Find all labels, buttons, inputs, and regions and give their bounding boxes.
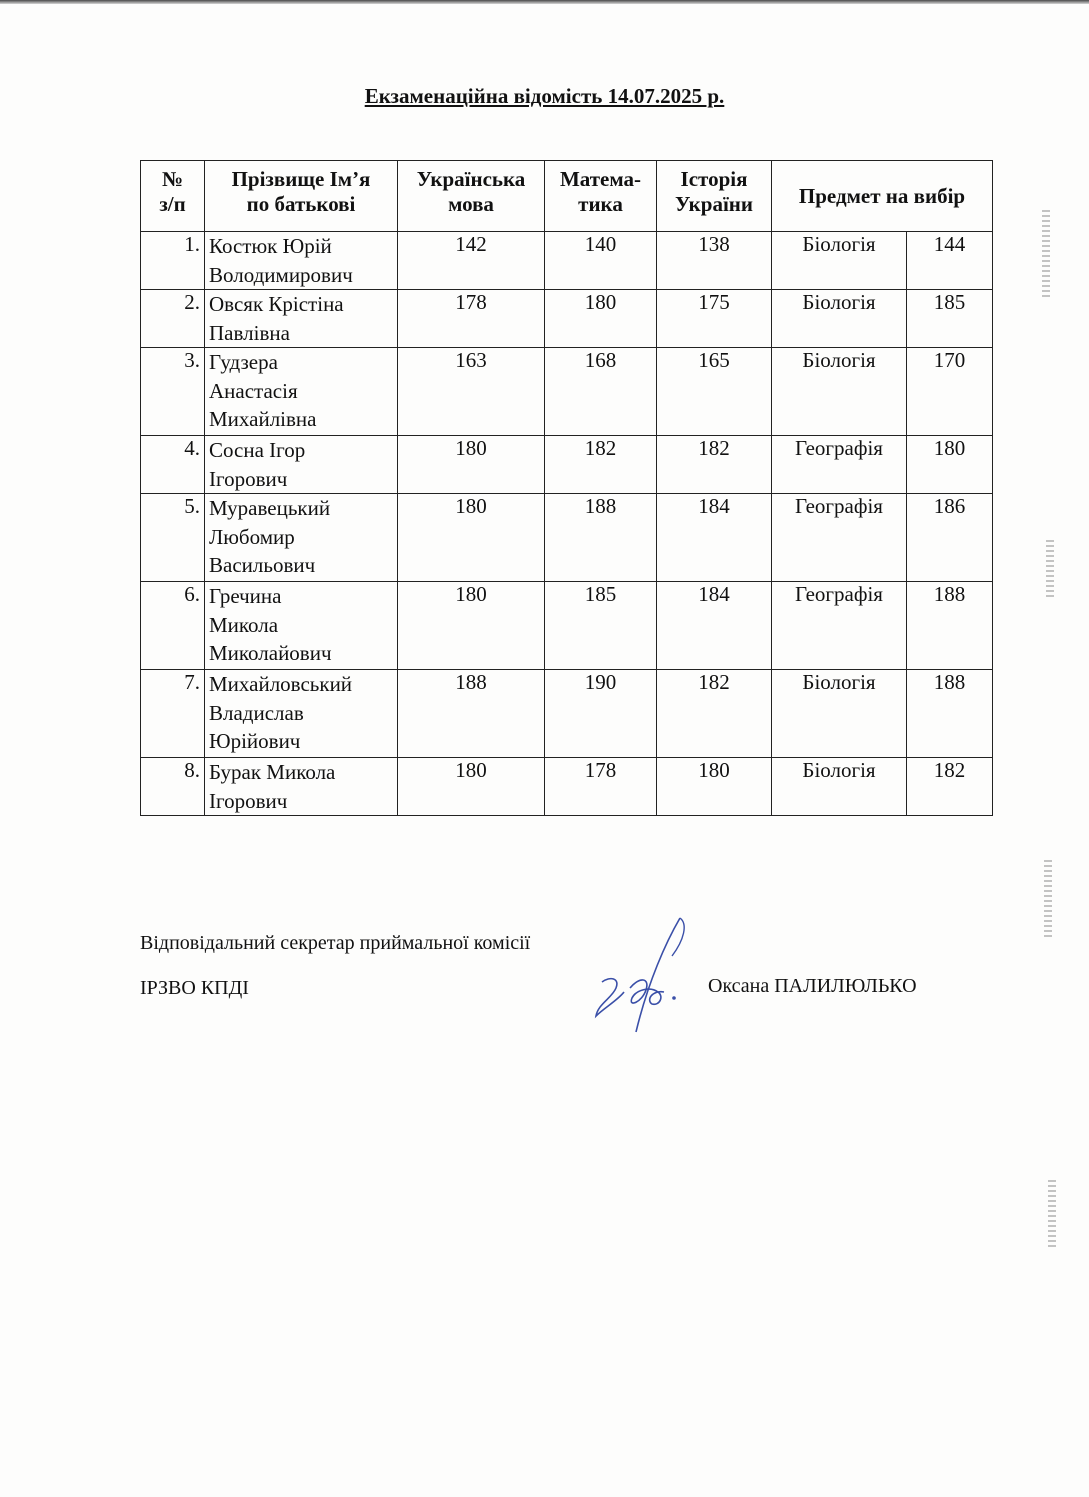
elective-score: 185	[907, 290, 993, 348]
table-row	[141, 494, 993, 582]
secretary-title: Відповідальний секретар приймальної комісії	[140, 932, 531, 954]
row-number: 3.	[141, 348, 205, 436]
student-name-line: Костюк Юрій	[209, 234, 332, 258]
math-score: 182	[545, 436, 657, 494]
header-name-line1: Прізвище Ім’я	[231, 167, 371, 191]
student-name-line: Сосна Ігор	[209, 438, 306, 462]
row-number: 5.	[141, 494, 205, 582]
ukrainian-score: 180	[398, 582, 545, 670]
signature-icon	[588, 912, 698, 1037]
student-name-line: Володимирович	[209, 262, 353, 287]
scan-artifact	[1044, 860, 1052, 940]
ukrainian-score: 178	[398, 290, 545, 348]
student-name-line: Овсяк Крістіна	[209, 292, 344, 316]
document-title: Екзаменаційна відомість 14.07.2025 р.	[364, 84, 725, 108]
history-score: 138	[657, 232, 772, 290]
table-header-row	[141, 161, 993, 232]
history-score: 182	[657, 670, 772, 758]
signer-name: Оксана ПАЛИЛЮЛЬКО	[708, 975, 917, 997]
elective-score: 186	[907, 494, 993, 582]
elective-score: 182	[907, 758, 993, 816]
elective-subject: Географія	[772, 436, 907, 494]
row-number: 7.	[141, 670, 205, 758]
student-name	[205, 436, 398, 494]
student-name	[205, 670, 398, 758]
row-number: 2.	[141, 290, 205, 348]
row-number: 1.	[141, 232, 205, 290]
header-elective: Предмет на вибір	[772, 161, 993, 232]
ukrainian-score: 180	[398, 494, 545, 582]
header-ukrainian-line2: мова	[448, 192, 494, 216]
history-score: 165	[657, 348, 772, 436]
header-history	[657, 161, 772, 232]
elective-score: 144	[907, 232, 993, 290]
student-name-line: Павлівна	[209, 320, 290, 345]
student-name-line: Гречина	[209, 584, 282, 608]
history-score: 184	[657, 582, 772, 670]
elective-score: 180	[907, 436, 993, 494]
math-score: 188	[545, 494, 657, 582]
ukrainian-score: 163	[398, 348, 545, 436]
table-body	[141, 232, 993, 816]
table-row	[141, 290, 993, 348]
math-score: 180	[545, 290, 657, 348]
student-name-line: Юрійович	[209, 729, 301, 753]
elective-score: 170	[907, 348, 993, 436]
student-name	[205, 758, 398, 816]
student-name	[205, 348, 398, 436]
math-score: 140	[545, 232, 657, 290]
elective-subject: Біологія	[772, 348, 907, 436]
student-name-line: Владислав	[209, 700, 304, 725]
header-number-line2: з/п	[159, 192, 186, 216]
elective-subject: Біологія	[772, 290, 907, 348]
elective-score: 188	[907, 582, 993, 670]
exam-results-table	[140, 160, 993, 816]
student-name-line: Муравецький	[209, 496, 331, 520]
header-ukrainian-line1: Українська	[416, 167, 526, 191]
header-math-line1: Матема-	[559, 167, 642, 191]
history-score: 184	[657, 494, 772, 582]
row-number: 4.	[141, 436, 205, 494]
table-row	[141, 758, 993, 816]
math-score: 190	[545, 670, 657, 758]
math-score: 185	[545, 582, 657, 670]
ukrainian-score: 180	[398, 758, 545, 816]
history-score: 175	[657, 290, 772, 348]
student-name-line: Михайловський	[209, 672, 353, 696]
scan-artifact	[1048, 1180, 1056, 1250]
header-name	[205, 161, 398, 232]
ukrainian-score: 188	[398, 670, 545, 758]
elective-subject: Біологія	[772, 758, 907, 816]
header-number	[141, 161, 205, 232]
table-row	[141, 348, 993, 436]
elective-subject: Географія	[772, 494, 907, 582]
student-name	[205, 582, 398, 670]
student-name-line: Бурак Микола	[209, 760, 336, 784]
student-name	[205, 232, 398, 290]
student-name-line: Ігорович	[209, 788, 288, 813]
student-name	[205, 494, 398, 582]
student-name-line: Ігорович	[209, 466, 288, 491]
elective-subject: Біологія	[772, 670, 907, 758]
ukrainian-score: 180	[398, 436, 545, 494]
table-row	[141, 582, 993, 670]
row-number: 6.	[141, 582, 205, 670]
student-name-line: Микола	[209, 612, 279, 637]
header-history-line2: України	[674, 192, 753, 216]
scan-artifact	[1042, 210, 1050, 300]
row-number: 8.	[141, 758, 205, 816]
student-name-line: Гудзера	[209, 350, 278, 374]
header-history-line1: Історія	[680, 167, 748, 191]
header-ukrainian	[398, 161, 545, 232]
header-math	[545, 161, 657, 232]
student-name-line: Васильович	[209, 553, 316, 577]
student-name-line: Миколайович	[209, 641, 332, 665]
elective-subject: Біологія	[772, 232, 907, 290]
elective-score: 188	[907, 670, 993, 758]
scan-artifact	[1046, 540, 1054, 600]
math-score: 178	[545, 758, 657, 816]
institution-name: ІРЗВО КПДІ	[140, 977, 249, 999]
table-row	[141, 232, 993, 290]
student-name	[205, 290, 398, 348]
math-score: 168	[545, 348, 657, 436]
table-row	[141, 436, 993, 494]
student-name-line: Любомир	[209, 524, 295, 549]
history-score: 182	[657, 436, 772, 494]
student-name-line: Михайлівна	[209, 407, 317, 431]
header-name-line2: по батькові	[246, 192, 356, 216]
elective-subject: Географія	[772, 582, 907, 670]
header-number-line1: №	[161, 167, 184, 191]
scan-top-edge	[0, 0, 1089, 4]
header-math-line2: тика	[578, 192, 623, 216]
table-row	[141, 670, 993, 758]
student-name-line: Анастасія	[209, 378, 298, 403]
ukrainian-score: 142	[398, 232, 545, 290]
history-score: 180	[657, 758, 772, 816]
